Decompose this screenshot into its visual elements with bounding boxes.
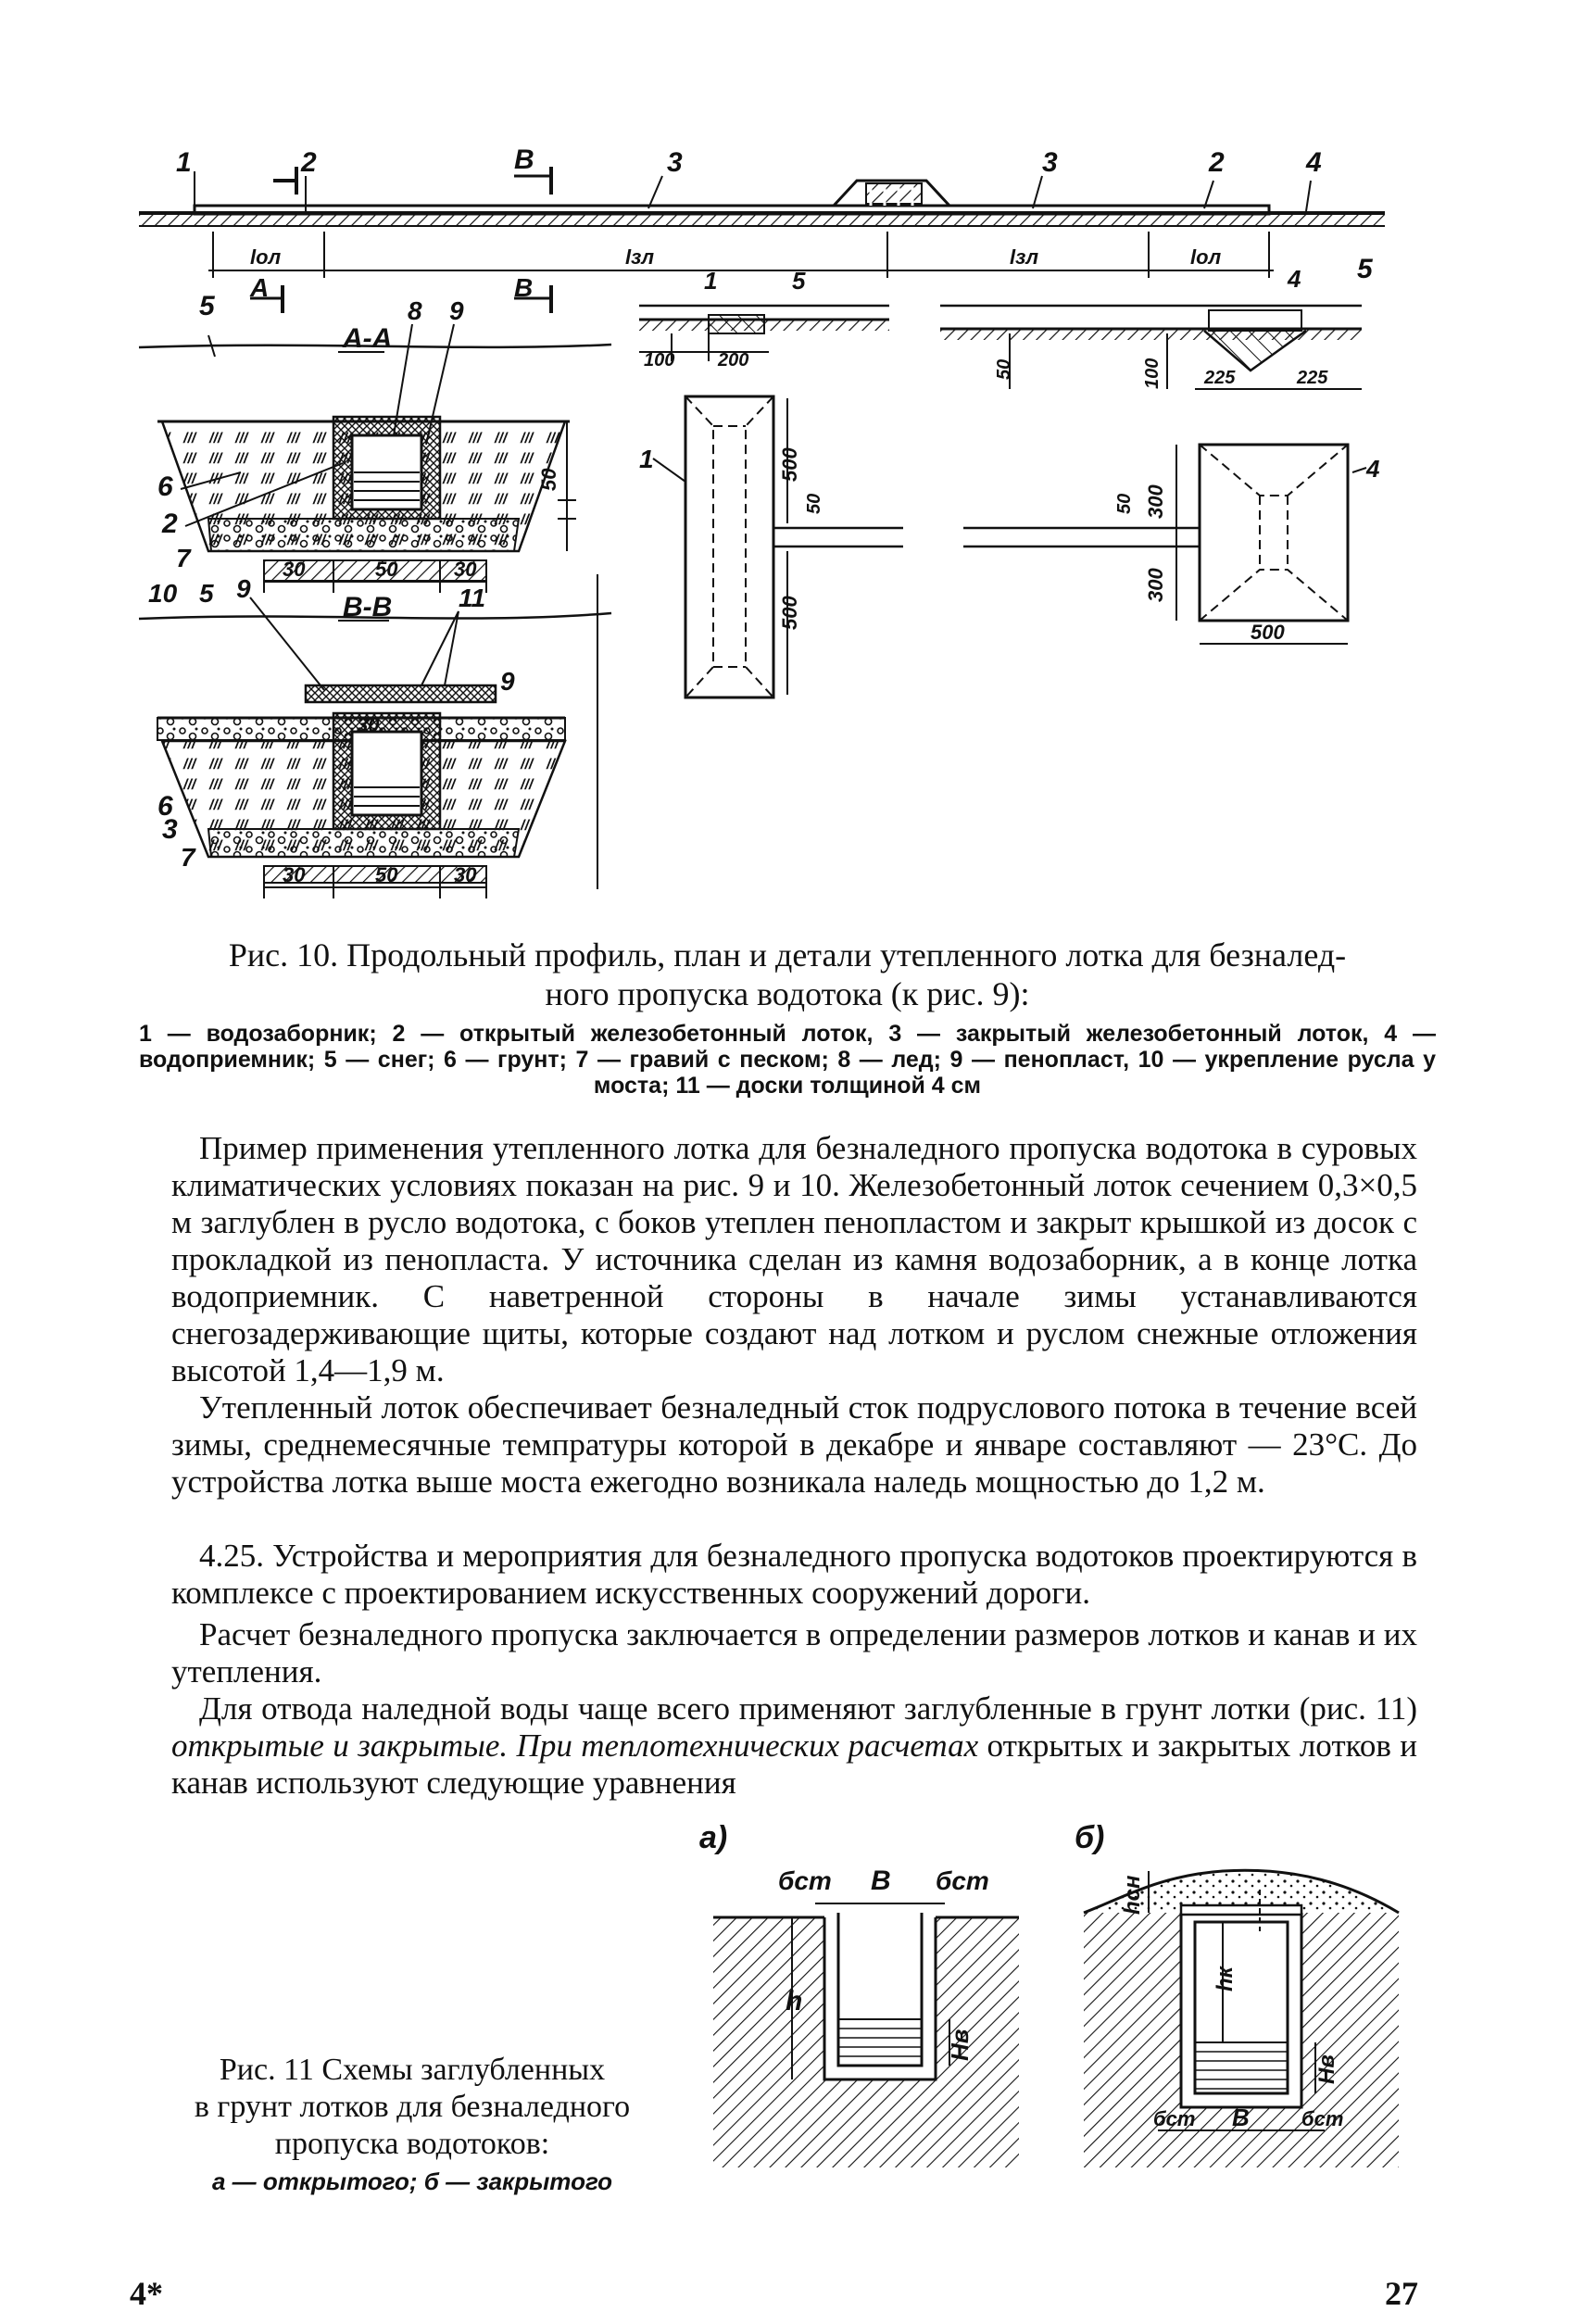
figure-11b-label: б) — [1075, 1820, 1105, 1855]
dim-l-ol-left: lол — [250, 245, 282, 269]
dim-100-right-detail: 100 — [1142, 358, 1163, 389]
dim-l-zl-left: lзл — [625, 245, 655, 269]
figure-11b-hsn: hсн — [1120, 1875, 1145, 1915]
figure-11a-bst-left: бст — [778, 1866, 832, 1895]
figure-11-caption-line1: Рис. 11 Схемы заглубленных — [219, 2053, 606, 2087]
detail-intake-profile — [639, 267, 1362, 389]
dim-225-b: 225 — [1297, 368, 1328, 388]
figure-11b-hk: hк — [1213, 1966, 1238, 1991]
section-B-B — [157, 574, 597, 898]
dim-300-plan-a: 300 — [1144, 484, 1167, 519]
figure-11b-B: В — [1232, 2104, 1250, 2131]
paragraph-5 — [171, 1690, 1417, 1802]
figure-10-legend — [139, 1021, 1436, 1099]
label-10: 10 — [148, 579, 178, 608]
label-5-AA: 5 — [199, 579, 214, 608]
figure-10-title — [139, 936, 1436, 1013]
page-number: 27 — [1385, 2275, 1418, 2312]
dim-30-BB-right: 30 — [454, 863, 477, 886]
label-9-AA: 9 — [236, 574, 251, 603]
figure-11-caption — [139, 2052, 685, 2200]
figure-11-drawing — [685, 1811, 1408, 2177]
paragraph-5-part-b: открытые и закрытые. При теплотехнических расчетах — [171, 1727, 979, 1764]
label-5-left: 5 — [199, 291, 215, 321]
dim-30-BB-left: 30 — [283, 863, 306, 886]
label-5-right: 5 — [1357, 254, 1373, 284]
paragraph-4: Расчет безналедного пропуска заключается в определении размеров лотков и канав и их утепления. — [171, 1616, 1417, 1690]
paragraph-2: Утепленный лоток обеспечивает безналедный сток подруслового потока в течение всей зимы, среднемесячные темпратуры которой в декабре и январе составляют — 23°С. До устройства лотка выше моста ежегодно возникала наледь мощностью до 1,2 м. — [171, 1389, 1417, 1500]
figure-10-legend-line2: 10 — укрепление русла у моста; 11 — доски толщиной 4 см — [593, 1047, 1436, 1099]
label-4-plan: 4 — [1366, 455, 1380, 483]
label-2: 2 — [301, 147, 317, 178]
footer-signature-mark: 4* — [130, 2275, 163, 2312]
dim-200-detail: 200 — [718, 350, 749, 371]
figure-10-drawing — [0, 0, 1584, 926]
label-7-BB: 7 — [181, 843, 195, 872]
dim-50-AA: 50 — [375, 558, 398, 581]
label-5-detail: 5 — [792, 267, 806, 295]
dim-l-zl-right: lзл — [1010, 245, 1039, 269]
section-BB-title: В-В — [343, 592, 393, 622]
label-9-BB: 9 — [500, 667, 515, 696]
section-A-A — [148, 296, 576, 608]
label-9: 9 — [449, 296, 464, 325]
dim-30-AA-left: 30 — [283, 558, 306, 581]
paragraph-3: 4.25. Устройства и мероприятия для безналедного пропуска водотоков проектируются в комплексе с проектированием искусственных сооружений дороги. — [171, 1538, 1417, 1611]
paragraph-1: Пример применения утепленного лотка для безналедного пропуска водотока в суровых климатических условиях показан на рис. 9 и 10. Железобетонный лоток сечением 0,3×0,5 м заглублен в русло водотока, с боков утеплен пенопластом и закрыт крышкой из досок с прокладкой из пенопласта. У источника сделан из камня водозаборник, а в конце лотка водоприемник. С наветренной стороны в начале зимы устанавливаются снегозадерживающие щиты, которые создают над лотком и руслом снежные отложения высотой 1,4—1,9 м. — [171, 1130, 1417, 1388]
paragraph-5-part-c: открытых и закрытых лотков и канав используют следующие уравнения — [171, 1727, 1417, 1801]
figure-11-caption-line2: в грунт лотков для безналедного — [194, 2090, 631, 2124]
label-8: 8 — [408, 296, 422, 325]
figure-11a-open-channel — [699, 1820, 1019, 2167]
plan-intake — [639, 396, 903, 697]
dim-50-detail: 50 — [994, 358, 1014, 380]
label-3a: 3 — [667, 147, 683, 178]
dim-l-ol-right: lол — [1190, 245, 1222, 269]
figure-11a-Hv: Hв — [946, 2029, 974, 2061]
label-4-detail: 4 — [1288, 265, 1301, 293]
dim-30-AA-right: 30 — [454, 558, 477, 581]
dim-50-plan-a: 50 — [804, 493, 824, 514]
figure-11a-bst-right: бст — [936, 1866, 989, 1895]
label-1: 1 — [176, 147, 192, 178]
figure-10-caption — [139, 936, 1436, 1099]
paragraph-5-part-a: Для отвода наледной воды чаще всего применяют заглубленные в грунт лотки (рис. 11) — [199, 1690, 1417, 1727]
dim-500-plan-a: 500 — [778, 447, 801, 482]
figure-10-legend-line1: 1 — водозаборник; 2 — открытый железобетонный лоток, 3 — закрытый железобетонный лоток, 4 — водоприемник; 5 — снег; 6 — грунт; 7 — гравий с песком; 8 — лед; 9 — пенопласт, — [139, 1021, 1436, 1073]
label-3b: 3 — [1042, 147, 1058, 178]
dim-500-plan-c: 500 — [1251, 621, 1285, 644]
label-2b: 2 — [1209, 147, 1225, 178]
label-11: 11 — [459, 584, 486, 612]
label-1-plan: 1 — [639, 445, 654, 473]
dim-300-plan-b: 300 — [1144, 568, 1167, 602]
figure-11-caption-line3: пропуска водотоков: — [274, 2127, 550, 2161]
label-6-BB: 6 — [157, 791, 173, 822]
label-B-second: В — [514, 273, 534, 302]
figure-10-title-line2: ного пропуска водотока (к рис. 9): — [545, 975, 1030, 1012]
label-7-AA: 7 — [176, 544, 191, 572]
section-AA-title: А-А — [343, 323, 393, 354]
figure-11b-Hv: Hв — [1314, 2054, 1339, 2084]
figure-11b-bst-right: бст — [1301, 2107, 1344, 2130]
longitudinal-profile — [139, 144, 1385, 321]
plan-receiver — [963, 445, 1380, 644]
dim-50-AA-vertical: 50 — [537, 468, 560, 491]
dim-50-plan-b: 50 — [1114, 493, 1135, 514]
label-3-BB: 3 — [162, 814, 178, 845]
label-1-detail: 1 — [704, 267, 718, 295]
label-B-top: В — [514, 144, 534, 175]
label-4: 4 — [1306, 147, 1322, 178]
dim-225-a: 225 — [1204, 368, 1236, 388]
label-2-AA: 2 — [162, 509, 178, 539]
figure-10-title-line1: Рис. 10. Продольный профиль, план и детали утепленного лотка для безналед- — [228, 936, 1347, 974]
label-A-top: А — [250, 273, 270, 302]
dim-500-plan-b: 500 — [778, 596, 801, 630]
dim-100-detail: 100 — [644, 350, 675, 371]
figure-11a-h: h — [786, 1986, 803, 2016]
label-6-AA: 6 — [157, 471, 173, 502]
dim-30-BB-top: 30 — [357, 713, 380, 736]
figure-11a-label: а) — [699, 1820, 728, 1855]
figure-11b-bst-left: бст — [1153, 2107, 1196, 2130]
figure-11b-closed-channel — [1075, 1820, 1399, 2167]
figure-11-legend: а — открытого; б — закрытого — [211, 2167, 613, 2195]
dim-50-BB: 50 — [375, 863, 398, 886]
figure-11a-B: В — [871, 1865, 891, 1896]
